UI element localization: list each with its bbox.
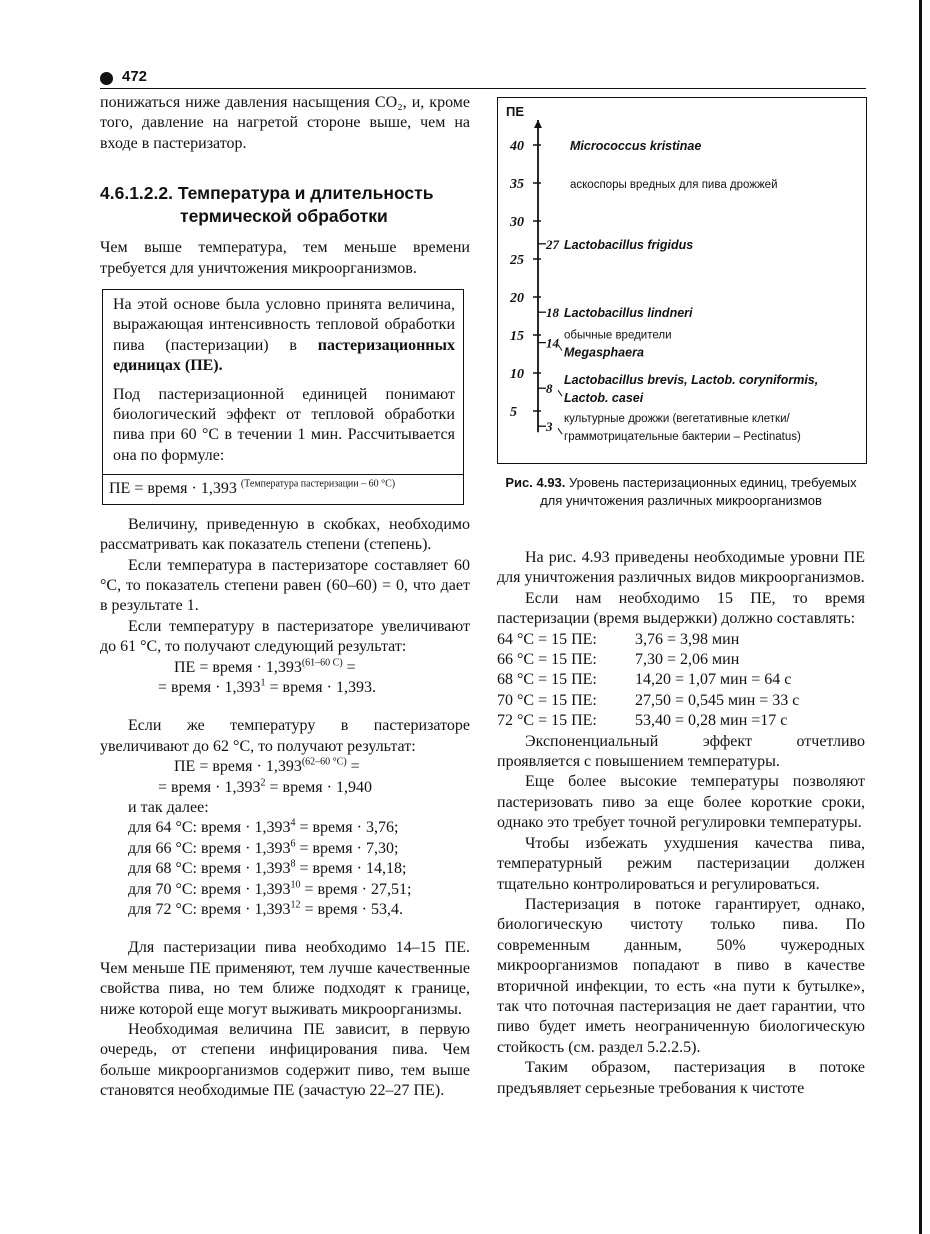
caption-number: Рис. 4.93. [505,475,566,490]
box-paragraph-2: Под пастеризационной единицей понимают биологический эффект от тепловой обработки пива при 60 °С в течении 1 мин. Рассчитывается она по формуле: [113,385,455,464]
paragraph-1: Чем выше температура, тем меньше времени требуется для уничтожения микроорганизмов. [100,239,470,277]
pe-scale-svg [498,98,866,463]
tick-label: 35 [510,177,524,192]
axis-arrow-icon [534,120,542,128]
series-item-exp: 6 [290,838,296,850]
series-item-b: = время · 3,76; [295,819,399,837]
section-heading [100,182,470,228]
equation-1a [100,658,470,678]
paragraph-2: Величину, приведенную в скобках, необходимо рассматривать как показатель степени (степень). [100,515,470,554]
series-item [128,818,470,838]
table-cell-temp: 68 °С = 15 ПЕ: [497,671,597,689]
table-cell-temp: 72 °С = 15 ПЕ: [497,712,597,730]
table-cell-value: 14,20 = 1,07 мин = 64 с [635,671,792,689]
series-item-exp: 4 [290,818,296,830]
series-item-a: для 68 °С: время · 1,393 [128,860,291,878]
eq1b-a: = время · 1,393 [158,678,261,696]
series-item-exp: 8 [290,858,296,870]
header-rule [100,88,866,89]
marker-label: аскоспоры вредных для пива дрожжей [570,179,778,191]
series-item-b: = время · 53,4. [300,901,403,918]
marker-value-label: 18 [546,305,559,321]
right-paragraph-4: Еще более высокие температуры позволяют пастеризовать пиво за еще более короткие сроки, однако это требует точной регулировки температуры. [497,773,865,832]
right-paragraph-6: Пастеризация в потоке гарантирует, однако, биологическую чистоту только пива. По современным данным, 50% чужеродных микроорганизмов попадают в пиво в качестве вторичной инфекции, то есть «на пути к бутылке», так что поточная пастеризация не дает гарантии, что пиво будет иметь неограниченную биологическую стойкость (см. раздел 5.2.2.5). [497,895,865,1056]
series-item-a: для 66 °С: время · 1,393 [128,839,291,857]
marker-label-2: Lactob. casei [564,391,644,406]
table-cell-value: 7,30 = 2,06 мин [635,651,740,669]
page-edge-line [919,0,922,1234]
marker-label: Lactobacillus brevis, Lactob. coryniformis, [564,373,819,388]
intro-paragraph: понижаться ниже давления насыщения CO₂, и, кроме того, давление на нагретой стороне выше, чем на входе в пастеризатор. [100,94,470,152]
marker-value-label: 14 [546,335,559,351]
marker-label: культурные дрожжи (вегетативные клетки/ [564,413,790,426]
tick-label: 40 [510,139,524,154]
paragraph-6: Для пастеризации пива необходимо 14–15 ПЕ. Чем меньше ПЕ применяют, тем лучше качественные свойства пива, но тем ближе подходят к границе, ниже которой еще могут выживать микроорганизмы. [100,939,470,1018]
table-cell-value: 3,76 = 3,98 мин [635,630,740,648]
series-item-a: для 64 °С: время · 1,393 [128,819,291,837]
series-item [128,880,470,900]
marker-value-label: 27 [546,236,559,252]
caption-text: Уровень пастеризационных единиц, требуемых для уничтожения различных микроорганизмов [540,475,857,508]
formula-exponent: (Температура пастеризации – 60 °С) [240,478,396,490]
formula-main: ПЕ = время · 1,393 [109,480,237,498]
table-cell-value: 27,50 = 0,545 мин = 33 с [635,691,800,709]
tick-label: 20 [510,291,524,306]
table-cell-value: 53,40 = 0,28 мин =17 с [635,712,788,730]
page-header [100,68,866,88]
series-item [128,900,470,920]
box-paragraph-1 [113,295,455,377]
tick-label: 30 [510,215,524,230]
right-paragraph-7: Таким образом, пастеризация в потоке предъявляет серьезные требования к чистоте [497,1059,865,1097]
marker-label-2: граммотрицательные бактерии – Pectinatus) [564,431,801,444]
tick-label: 5 [510,405,517,420]
marker-label-2: Megasphaera [564,345,644,360]
marker-value-label: 8 [546,381,553,397]
tick-label: 25 [510,253,524,268]
paragraph-3: Если температура в пастеризаторе составляет 60 °С, то показатель степени равен (60–60) = 0, что дает в результате 1. [100,556,470,615]
tick-label: 10 [510,367,524,382]
eq2a-end: = [346,758,360,776]
series-item-b: = время · 27,51; [300,880,412,898]
series-item-b: = время · 14,18; [295,860,407,878]
page-marker-dot-icon [100,72,113,85]
eq1a-main: ПЕ = время · 1,393 [174,658,302,676]
tick-label: 15 [510,329,524,344]
axis-label: ПЕ [506,104,525,119]
series-item-b: = время · 7,30; [295,839,399,857]
and-so-on: и так далее: [128,798,209,816]
paragraph-5: Если же температуру в пастеризаторе увеличивают до 62 °С, то получают результат: [100,717,470,755]
marker-label: Micrococcus kristinae [570,139,702,153]
table-row [497,650,799,670]
definition-box [102,289,464,505]
left-column [100,93,470,1102]
series-item-a: для 72 °С: время · 1,393 [128,901,291,918]
table-cell-temp: 70 °С = 15 ПЕ: [497,691,597,709]
box-p1-bold: пастеризационных единицах (ПЕ). [113,336,455,375]
table-cell-temp: 64 °С = 15 ПЕ: [497,630,597,648]
equation-2a [100,757,470,777]
series-item-a: для 70 °С: время · 1,393 [128,880,291,898]
series-item [128,839,470,859]
eq1a-end: = [342,658,356,676]
table-row [497,691,799,711]
series-item [128,859,470,879]
equation-2b [100,778,470,798]
series-item-exp: 12 [290,899,301,911]
marker-value-label: 3 [546,419,553,435]
marker-label: Lactobacillus lindneri [564,306,693,321]
table-row [497,711,799,731]
box-p1-text: На этой основе была условно принята величина, выражающая интенсивность тепловой обработки пива (пастеризации) в [113,296,455,354]
marker-connector [558,390,562,396]
table-row [497,630,799,650]
page-number: 472 [122,68,148,85]
paragraph-7: Необходимая величина ПЕ зависит, в первую очередь, от степени инфицирования пива. Чем больше микроорганизмов содержит пиво, тем выше становятся необходимые ПЕ (зачастую 22–27 ПЕ). [100,1021,470,1100]
eq1b-exp: 1 [260,677,266,689]
eq1a-exp: (61–60 С) [301,657,343,669]
section-heading-line1: 4.6.1.2.2. Температура и длительность [100,183,434,204]
marker-connector [558,428,562,434]
pe-scale-figure [497,97,867,464]
right-column [497,548,865,1099]
eq2b-a: = время · 1,393 [158,778,261,796]
figure-caption [497,474,865,510]
series-list [100,818,470,920]
equation-1b [100,678,470,698]
marker-label: обычные вредители [564,329,672,342]
right-paragraph-3: Экспоненциальный эффект отчетливо проявляется с повышением температуры. [497,732,865,771]
eq2a-main: ПЕ = время · 1,393 [174,758,302,776]
eq1b-b: = время · 1,393. [265,678,376,696]
right-paragraph-1: На рис. 4.93 приведены необходимые уровни ПЕ для уничтожения различных видов микроорганизмов. [497,549,865,587]
eq2b-b: = время · 1,940 [265,778,372,796]
formula [103,474,463,499]
marker-label: Lactobacillus frigidus [564,237,694,252]
table-cell-temp: 66 °С = 15 ПЕ: [497,651,597,669]
right-paragraph-5: Чтобы избежать ухудшения качества пива, температурный режим пастеризации должен тщательно контролироваться и регулироваться. [497,834,865,893]
paragraph-4: Если температуру в пастеризаторе увеличивают до 61 °С, то получают следующий результат: [100,617,470,656]
pe-time-table [497,630,799,732]
eq2b-exp: 2 [260,777,266,789]
series-item-exp: 10 [290,879,301,891]
right-paragraph-2: Если нам необходимо 15 ПЕ, то время пастеризации (время выдержки) должно составлять: [497,589,865,628]
eq2a-exp: (62–60 °С) [301,756,347,768]
table-row [497,670,799,690]
section-heading-line2: термической обработки [180,206,388,227]
